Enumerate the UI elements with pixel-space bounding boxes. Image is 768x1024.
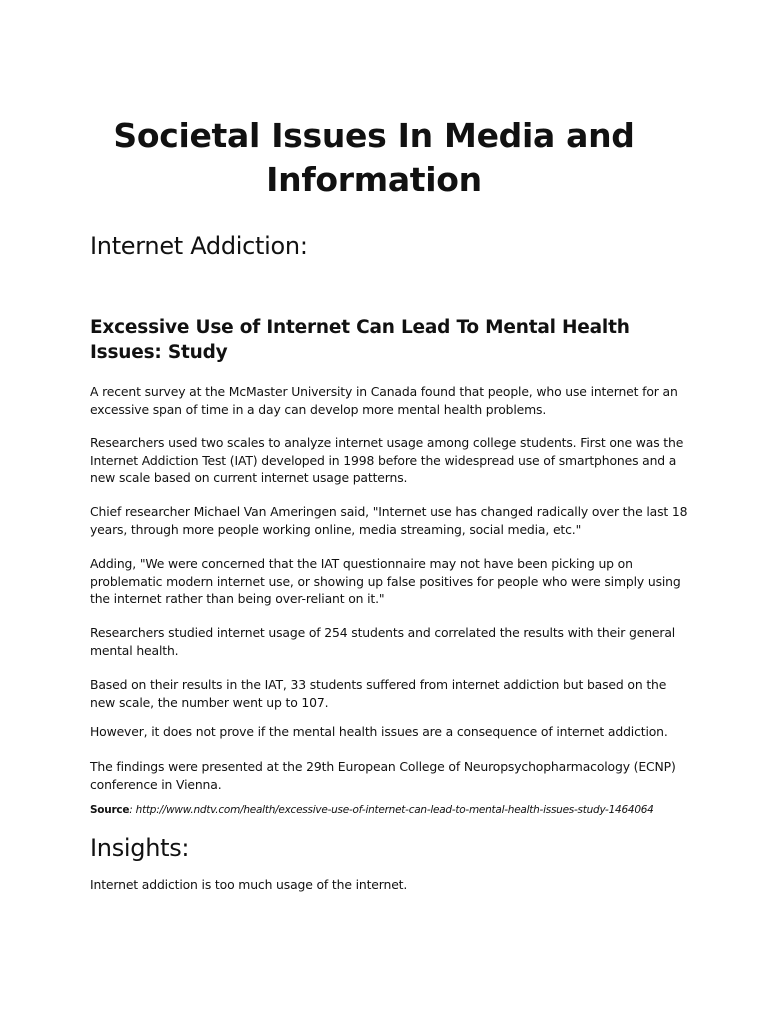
- page-title: Societal Issues In Media and Information: [113, 116, 635, 199]
- source-citation: [90, 802, 710, 818]
- article-paragraph: Chief researcher Michael Van Ameringen said, "Internet use has changed radically over the last 18 years, through more people working online, media streaming, social media, etc.": [90, 504, 688, 537]
- article-headline: Excessive Use of Internet Can Lead To Mental Health Issues: Study: [90, 317, 630, 363]
- article-paragraph: Adding, "We were concerned that the IAT questionnaire may not have been picking up on problematic modern internet use, or showing up false positives for people who were simply using the internet rather than being over-reliant on it.": [90, 556, 681, 606]
- article-paragraph: However, it does not prove if the mental health issues are a consequence of internet addiction.: [90, 724, 668, 739]
- insights-heading: Insights:: [90, 834, 190, 862]
- insights-text: Internet addiction is too much usage of the internet.: [90, 877, 408, 892]
- article-paragraph: Researchers used two scales to analyze internet usage among college students. First one was the Internet Addiction Test (IAT) developed in 1998 before the widespread use of smartphones and a new scale based on current internet usage patterns.: [90, 435, 684, 485]
- article-paragraph: A recent survey at the McMaster University in Canada found that people, who use internet for an excessive span of time in a day can develop more mental health problems.: [90, 384, 678, 417]
- source-label: Source: [90, 804, 130, 816]
- article-paragraph: Researchers studied internet usage of 254 students and correlated the results with their general mental health.: [90, 625, 676, 658]
- article-paragraph: Based on their results in the IAT, 33 students suffered from internet addiction but based on the new scale, the number went up to 107.: [90, 677, 667, 710]
- source-link[interactable]: http://www.ndtv.com/health/excessive-use-of-internet-can-lead-to-mental-health-issues-study-1464064: [135, 804, 654, 816]
- source-separator: :: [129, 804, 136, 816]
- section-heading: Internet Addiction:: [90, 232, 308, 260]
- article-paragraph: The findings were presented at the 29th European College of Neuropsychopharmacology (ECNP) conference in Vienna.: [90, 759, 676, 792]
